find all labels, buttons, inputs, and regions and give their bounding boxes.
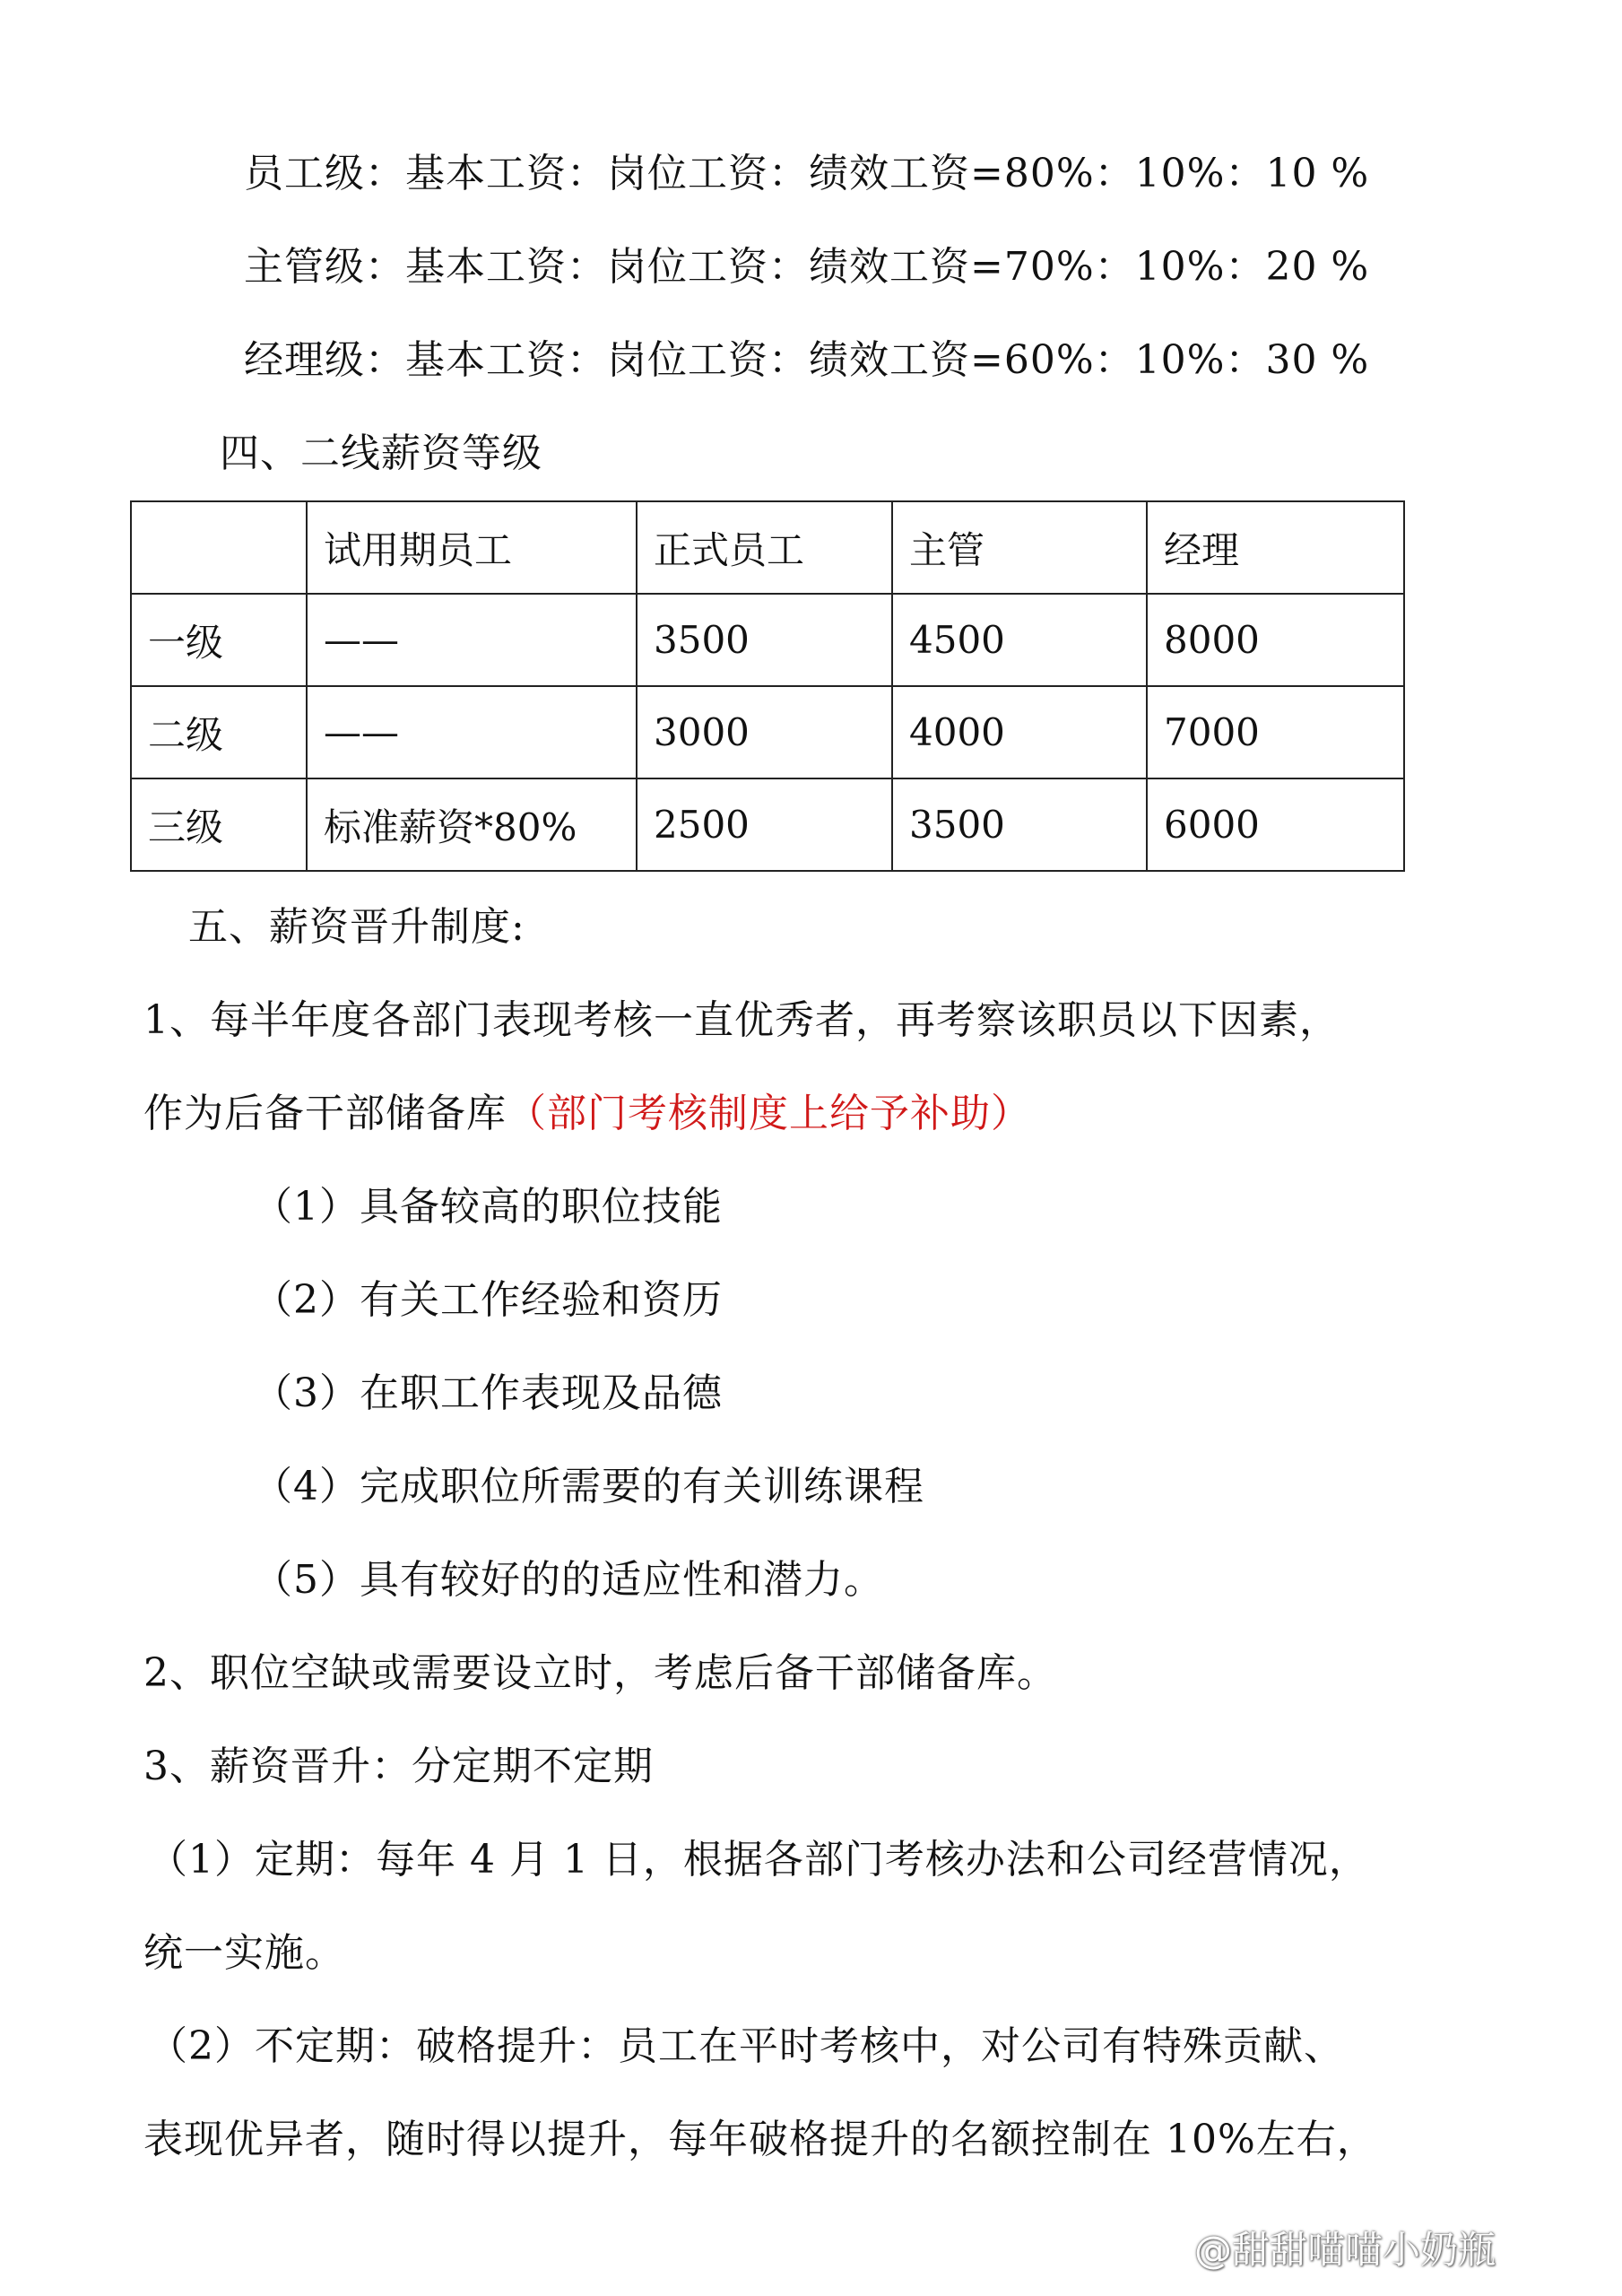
ratio-line-manager: 经理级：基本工资：岗位工资：绩效工资=60%：10%：30 % [244,337,1370,383]
irregular-promotion-line-2: 表现优异者，随时得以提升，每年破格提升的名额控制在 10%左右， [143,2117,1377,2162]
table-cell: 6000 [1147,778,1404,871]
item-3: 3、薪资晋升：分定期不定期 [143,1744,654,1789]
ratio-line-staff: 员工级：基本工资：岗位工资：绩效工资=80%：10%：10 % [244,151,1370,196]
watermark [1148,2222,1496,2273]
table-cell: 3000 [637,686,892,778]
table-header-cell [131,501,307,594]
factor-item: （4）完成职位所需要的有关训练课程 [253,1464,924,1509]
salary-grade-table [130,500,1405,872]
regular-promotion-line-1: （1）定期：每年 4 月 1 日，根据各部门考核办法和公司经营情况， [148,1837,1369,1883]
table-cell: —— [307,686,637,778]
table-cell: 三级 [131,778,307,871]
regular-promotion-line-2: 统一实施。 [143,1930,345,1976]
item-1-line-1: 1、每半年度各部门表现考核一直优秀者，再考察该职员以下因素， [143,997,1340,1043]
factor-item: （1）具备较高的职位技能 [253,1184,723,1230]
watermark-text: @甜甜喵喵小奶瓶 [1194,2228,1496,2272]
item-1-line-2 [143,1087,1031,1141]
irregular-promotion-line-1: （2）不定期：破格提升：员工在平时考核中，对公司有特殊贡献、 [148,2023,1344,2069]
table-header-cell: 试用期员工 [307,501,637,594]
table-row [131,594,1404,686]
table-cell: 2500 [637,778,892,871]
table-row [131,686,1404,778]
factor-item: （2）有关工作经验和资历 [253,1277,723,1323]
item-2: 2、职位空缺或需要设立时，考虑后备干部储备库。 [143,1650,1057,1696]
table-cell: 3500 [637,594,892,686]
table-cell: 7000 [1147,686,1404,778]
table-row [131,778,1404,871]
table-header-row [131,501,1404,594]
ratio-line-supervisor: 主管级：基本工资：岗位工资：绩效工资=70%：10%：20 % [244,244,1370,290]
table-cell: —— [307,594,637,686]
table-cell: 二级 [131,686,307,778]
table-cell: 8000 [1147,594,1404,686]
table-cell: 标准薪资*80% [307,778,637,871]
section-5-title: 五、薪资晋升制度: [188,904,525,950]
table-cell: 4000 [892,686,1147,778]
table-cell: 3500 [892,778,1147,871]
factor-item: （5）具有较好的的适应性和潜力。 [253,1557,884,1603]
table-cell: 4500 [892,594,1147,686]
section-4-title: 四、二线薪资等级 [220,430,542,476]
table-cell: 一级 [131,594,307,686]
item-1-red-note: （部门考核制度上给予补助） [507,1091,1031,1136]
table-header-cell: 经理 [1147,501,1404,594]
paw-logo-icon [1148,2228,1187,2267]
table-header-cell: 正式员工 [637,501,892,594]
table-header-cell: 主管 [892,501,1147,594]
factor-item: （3）在职工作表现及品德 [253,1370,723,1416]
item-1-text: 作为后备干部储备库 [143,1091,507,1136]
